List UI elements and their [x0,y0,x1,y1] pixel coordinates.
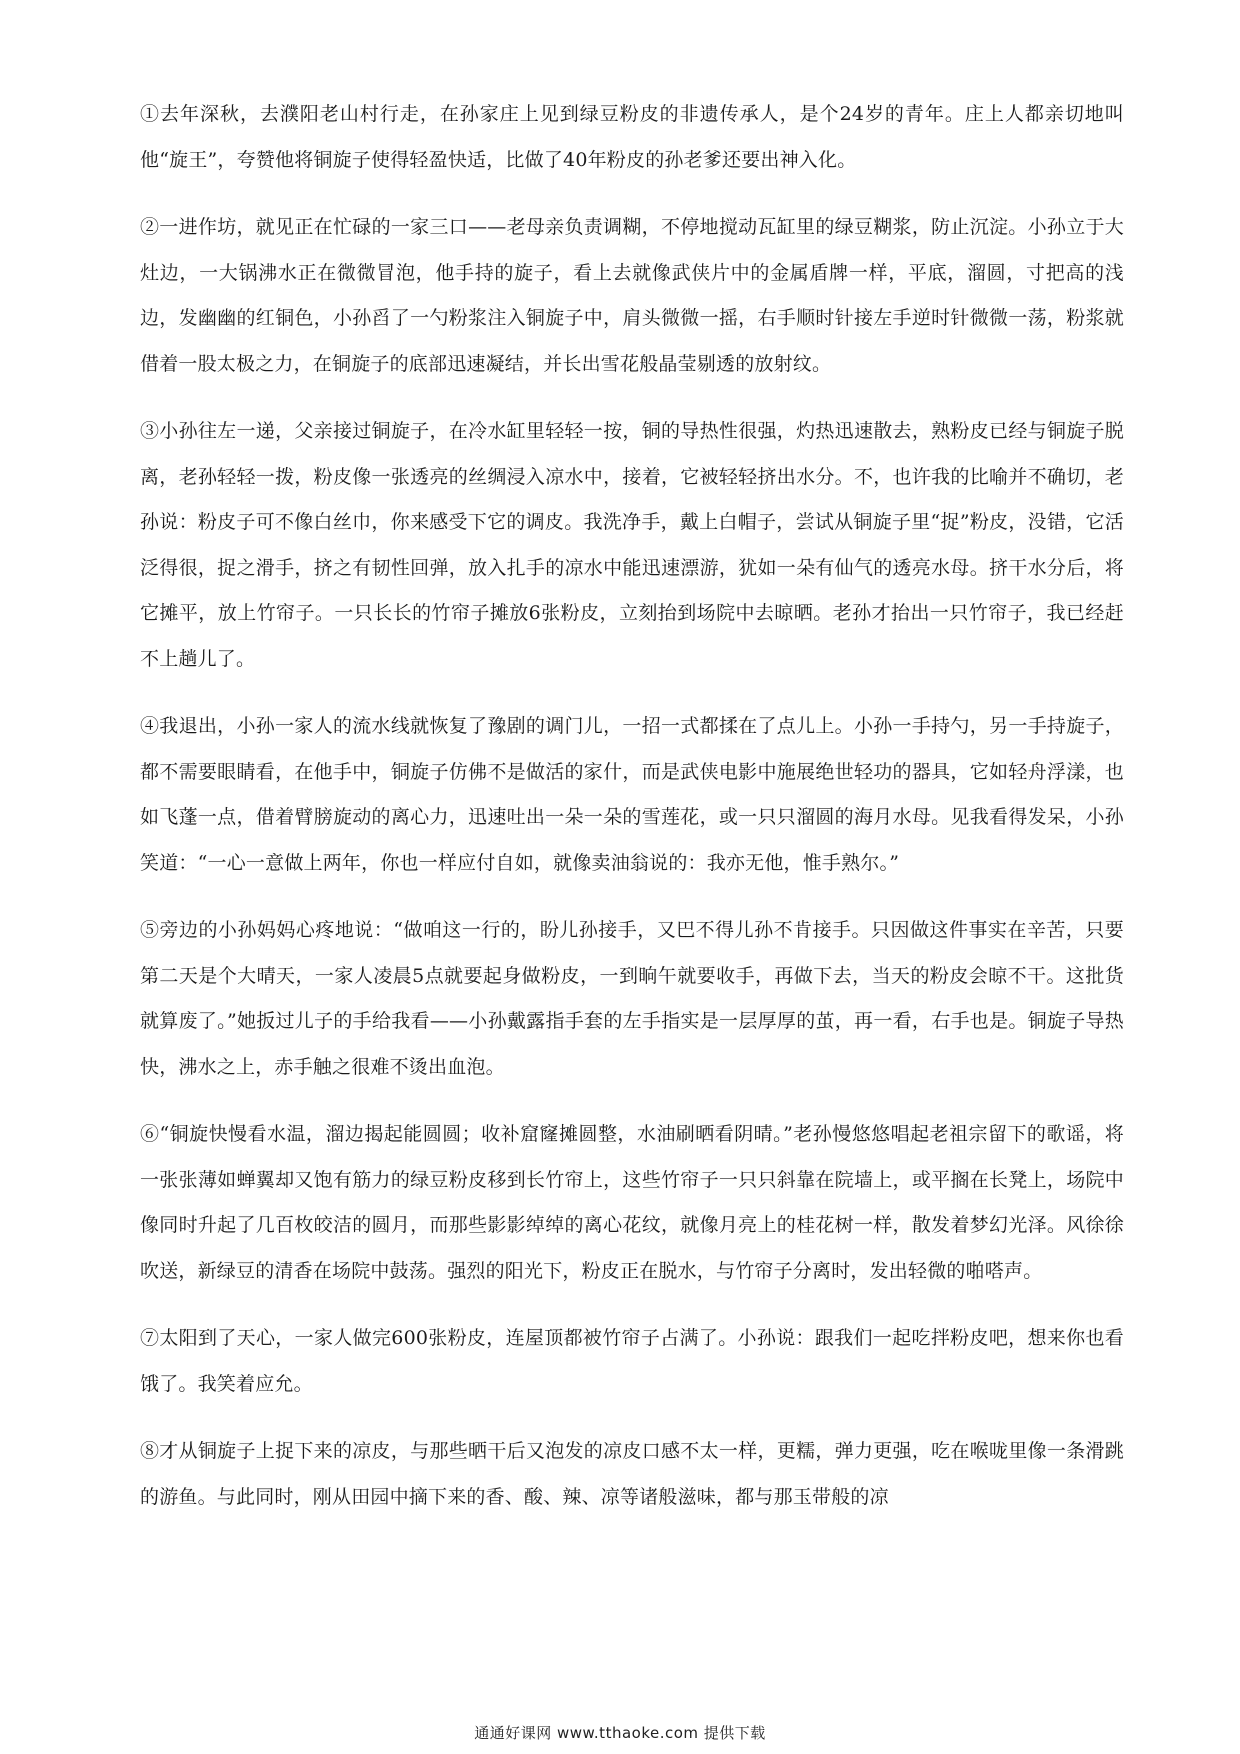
paragraph-5: ⑤旁边的小孙妈妈心疼地说：“做咱这一行的，盼儿孙接手，又巴不得儿孙不肯接手。只因做这件事实在辛苦，只要第二天是个大晴天，一家人凌晨5点就要起身做粉皮，一到晌午就要收手，再做下去，当天的粉皮会晾不干。这批货就算废了。”她扳过儿子的手给我看——小孙戴露指手套的左手指实是一层厚厚的茧，再一看，右手也是。铜旋子导热快，沸水之上，赤手触之很难不烫出血泡。 [140,919,1124,1078]
paragraph-1: ①去年深秋，去濮阳老山村行走，在孙家庄上见到绿豆粉皮的非遗传承人，是个24岁的青年。庄上人都亲切地叫他“旋王”，夸赞他将铜旋子使得轻盈快适，比做了40年粉皮的孙老爹还要出神入化。 [140,103,1124,171]
paragraph-3: ③小孙往左一递，父亲接过铜旋子，在冷水缸里轻轻一按，铜的导热性很强，灼热迅速散去，熟粉皮已经与铜旋子脱离，老孙轻轻一拨，粉皮像一张透亮的丝绸浸入凉水中，接着，它被轻轻挤出水分。不，也许我的比喻并不确切，老孙说：粉皮子可不像白丝巾，你来感受下它的调皮。我洗净手，戴上白帽子，尝试从铜旋子里“捉”粉皮，没错，它活泛得很，捉之滑手，挤之有韧性回弹，放入扎手的凉水中能迅速漂游，犹如一朵有仙气的透亮水母。挤干水分后，将它摊平，放上竹帘子。一只长长的竹帘子摊放6张粉皮，立刻抬到场院中去晾晒。老孙才抬出一只竹帘子，我已经赶不上趟儿了。 [140,420,1124,670]
page-footer: 通通好课网 www.tthaoke.com 提供下载 [474,1724,766,1742]
paragraph-8: ⑧才从铜旋子上捉下来的凉皮，与那些晒干后又泡发的凉皮口感不太一样，更糯，弹力更强，吃在喉咙里像一条滑跳的游鱼。与此同时，刚从田园中摘下来的香、酸、辣、凉等诸般滋味，都与那玉带般的凉 [140,1440,1124,1508]
paragraph-7: ⑦太阳到了天心，一家人做完600张粉皮，连屋顶都被竹帘子占满了。小孙说：跟我们一起吃拌粉皮吧，想来你也看饿了。我笑着应允。 [140,1327,1124,1395]
paragraph-2: ②一进作坊，就见正在忙碌的一家三口——老母亲负责调糊，不停地搅动瓦缸里的绿豆糊浆，防止沉淀。小孙立于大灶边，一大锅沸水正在微微冒泡，他手持的旋子，看上去就像武侠片中的金属盾牌一样，平底，溜圆，寸把高的浅边，发幽幽的红铜色，小孙舀了一勺粉浆注入铜旋子中，肩头微微一摇，右手顺时针接左手逆时针微微一荡，粉浆就借着一股太极之力，在铜旋子的底部迅速凝结，并长出雪花般晶莹剔透的放射纹。 [140,216,1124,375]
article-body [140,92,1124,1542]
paragraph-4: ④我退出，小孙一家人的流水线就恢复了豫剧的调门儿，一招一式都揉在了点儿上。小孙一手持勺，另一手持旋子，都不需要眼睛看，在他手中，铜旋子仿佛不是做活的家什，而是武侠电影中施展绝世轻功的器具，它如轻舟浮漾，也如飞蓬一点，借着臂膀旋动的离心力，迅速吐出一朵一朵的雪莲花，或一只只溜圆的海月水母。见我看得发呆，小孙笑道：“一心一意做上两年，你也一样应付自如，就像卖油翁说的：我亦无他，惟手熟尔。” [140,715,1124,874]
paragraph-6: ⑥“铜旋快慢看水温，溜边揭起能圆圆；收补窟窿摊圆整，水油刷晒看阴晴。”老孙慢悠悠唱起老祖宗留下的歌谣，将一张张薄如蝉翼却又饱有筋力的绿豆粉皮移到长竹帘上，这些竹帘子一只只斜靠在院墙上，或平搁在长凳上，场院中像同时升起了几百枚皎洁的圆月，而那些影影绰绰的离心花纹，就像月亮上的桂花树一样，散发着梦幻光泽。风徐徐吹送，新绿豆的清香在场院中鼓荡。强烈的阳光下，粉皮正在脱水，与竹帘子分离时，发出轻微的啪嗒声。 [140,1123,1124,1282]
